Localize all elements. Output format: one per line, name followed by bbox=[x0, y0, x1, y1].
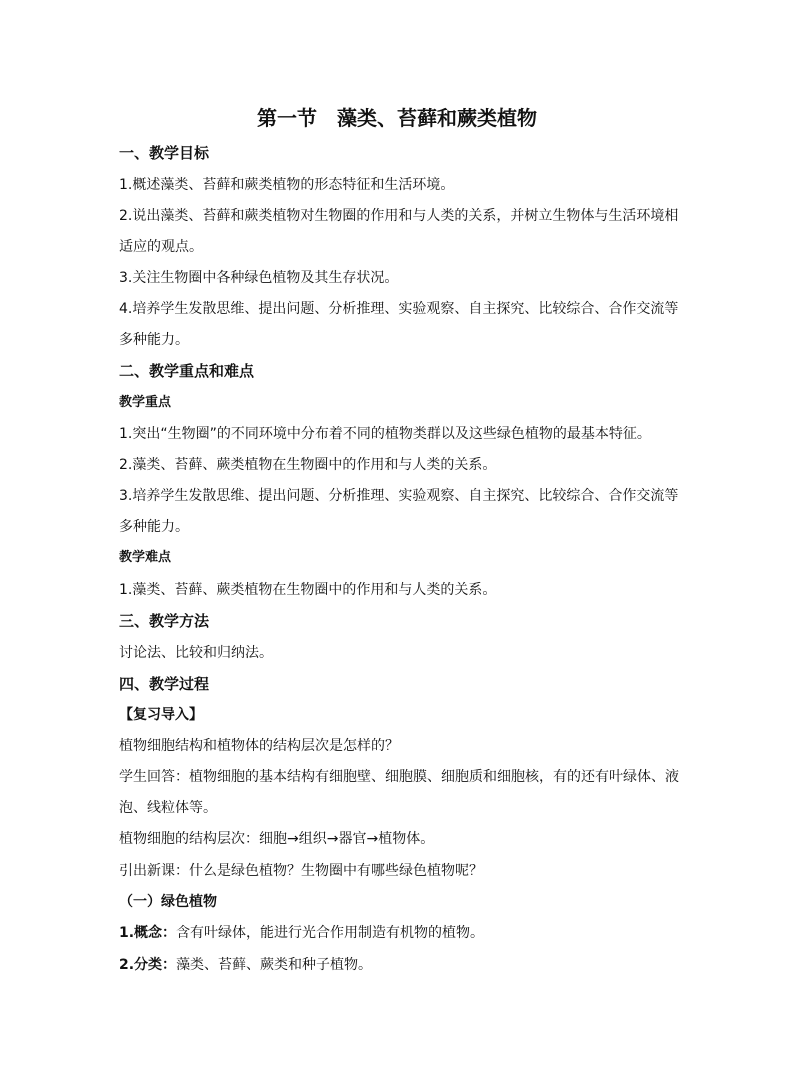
objective-2-line-1: 2.说出藻类、苔藓和蕨类植物对生物圈的作用和与人类的关系，并树立生物体与生活环境相 bbox=[119, 208, 679, 224]
method-1: 讨论法、比较和归纳法。 bbox=[119, 645, 273, 661]
objective-1: 1.概述藻类、苔藓和蕨类植物的形态特征和生活环境。 bbox=[119, 177, 455, 193]
section-heading-key-points: 二、教学重点和难点 bbox=[119, 362, 255, 380]
objective-3: 3.关注生物圈中各种绿色植物及其生存状况。 bbox=[119, 270, 399, 286]
structure-levels: 植物细胞的结构层次：细胞→组织→器官→植物体。 bbox=[119, 831, 435, 847]
student-answer-line-1: 学生回答：植物细胞的基本结构有细胞壁、细胞膜、细胞质和细胞核，有的还有叶绿体、液 bbox=[119, 769, 679, 785]
section-heading-methods: 三、教学方法 bbox=[119, 612, 210, 630]
classification-label: 2.分类： bbox=[119, 957, 177, 973]
key-point-3-line-1: 3.培养学生发散思维、提出问题、分析推理、实验观察、自主探究、比较综合、合作交流等 bbox=[119, 488, 679, 504]
objective-4-line-2: 多种能力。 bbox=[119, 332, 189, 348]
classification-text: 藻类、苔藓、蕨类和种子植物。 bbox=[176, 957, 373, 973]
new-lesson-intro: 引出新课：什么是绿色植物？生物圈中有哪些绿色植物呢？ bbox=[119, 863, 483, 879]
key-point-1: 1.突出“生物圈”的不同环境中分布着不同的植物类群以及这些绿色植物的最基本特征。 bbox=[119, 426, 651, 442]
subheading-difficulties: 教学难点 bbox=[119, 550, 172, 565]
classification-line bbox=[119, 955, 689, 975]
page-title: 第一节 藻类、苔藓和蕨类植物 bbox=[257, 106, 537, 130]
concept-label: 1.概念： bbox=[119, 925, 177, 941]
objective-4-line-1: 4.培养学生发散思维、提出问题、分析推理、实验观察、自主探究、比较综合、合作交流等 bbox=[119, 301, 679, 317]
subheading-key-points: 教学重点 bbox=[119, 395, 172, 410]
section-heading-objectives: 一、教学目标 bbox=[119, 144, 210, 162]
student-answer-line-2: 泡、线粒体等。 bbox=[119, 800, 217, 816]
concept-text: 含有叶绿体，能进行光合作用制造有机物的植物。 bbox=[176, 925, 485, 941]
subsection-green-plants: （一）绿色植物 bbox=[119, 894, 217, 910]
section-heading-process: 四、教学过程 bbox=[119, 675, 210, 693]
difficulty-1: 1.藻类、苔藓、蕨类植物在生物圈中的作用和与人类的关系。 bbox=[119, 582, 497, 598]
review-heading: 【复习导入】 bbox=[119, 707, 203, 723]
review-question: 植物细胞结构和植物体的结构层次是怎样的？ bbox=[119, 738, 399, 754]
objective-2-line-2: 适应的观点。 bbox=[119, 239, 203, 255]
key-point-3-line-2: 多种能力。 bbox=[119, 519, 189, 535]
concept-line bbox=[119, 923, 689, 943]
key-point-2: 2.藻类、苔藓、蕨类植物在生物圈中的作用和与人类的关系。 bbox=[119, 457, 497, 473]
